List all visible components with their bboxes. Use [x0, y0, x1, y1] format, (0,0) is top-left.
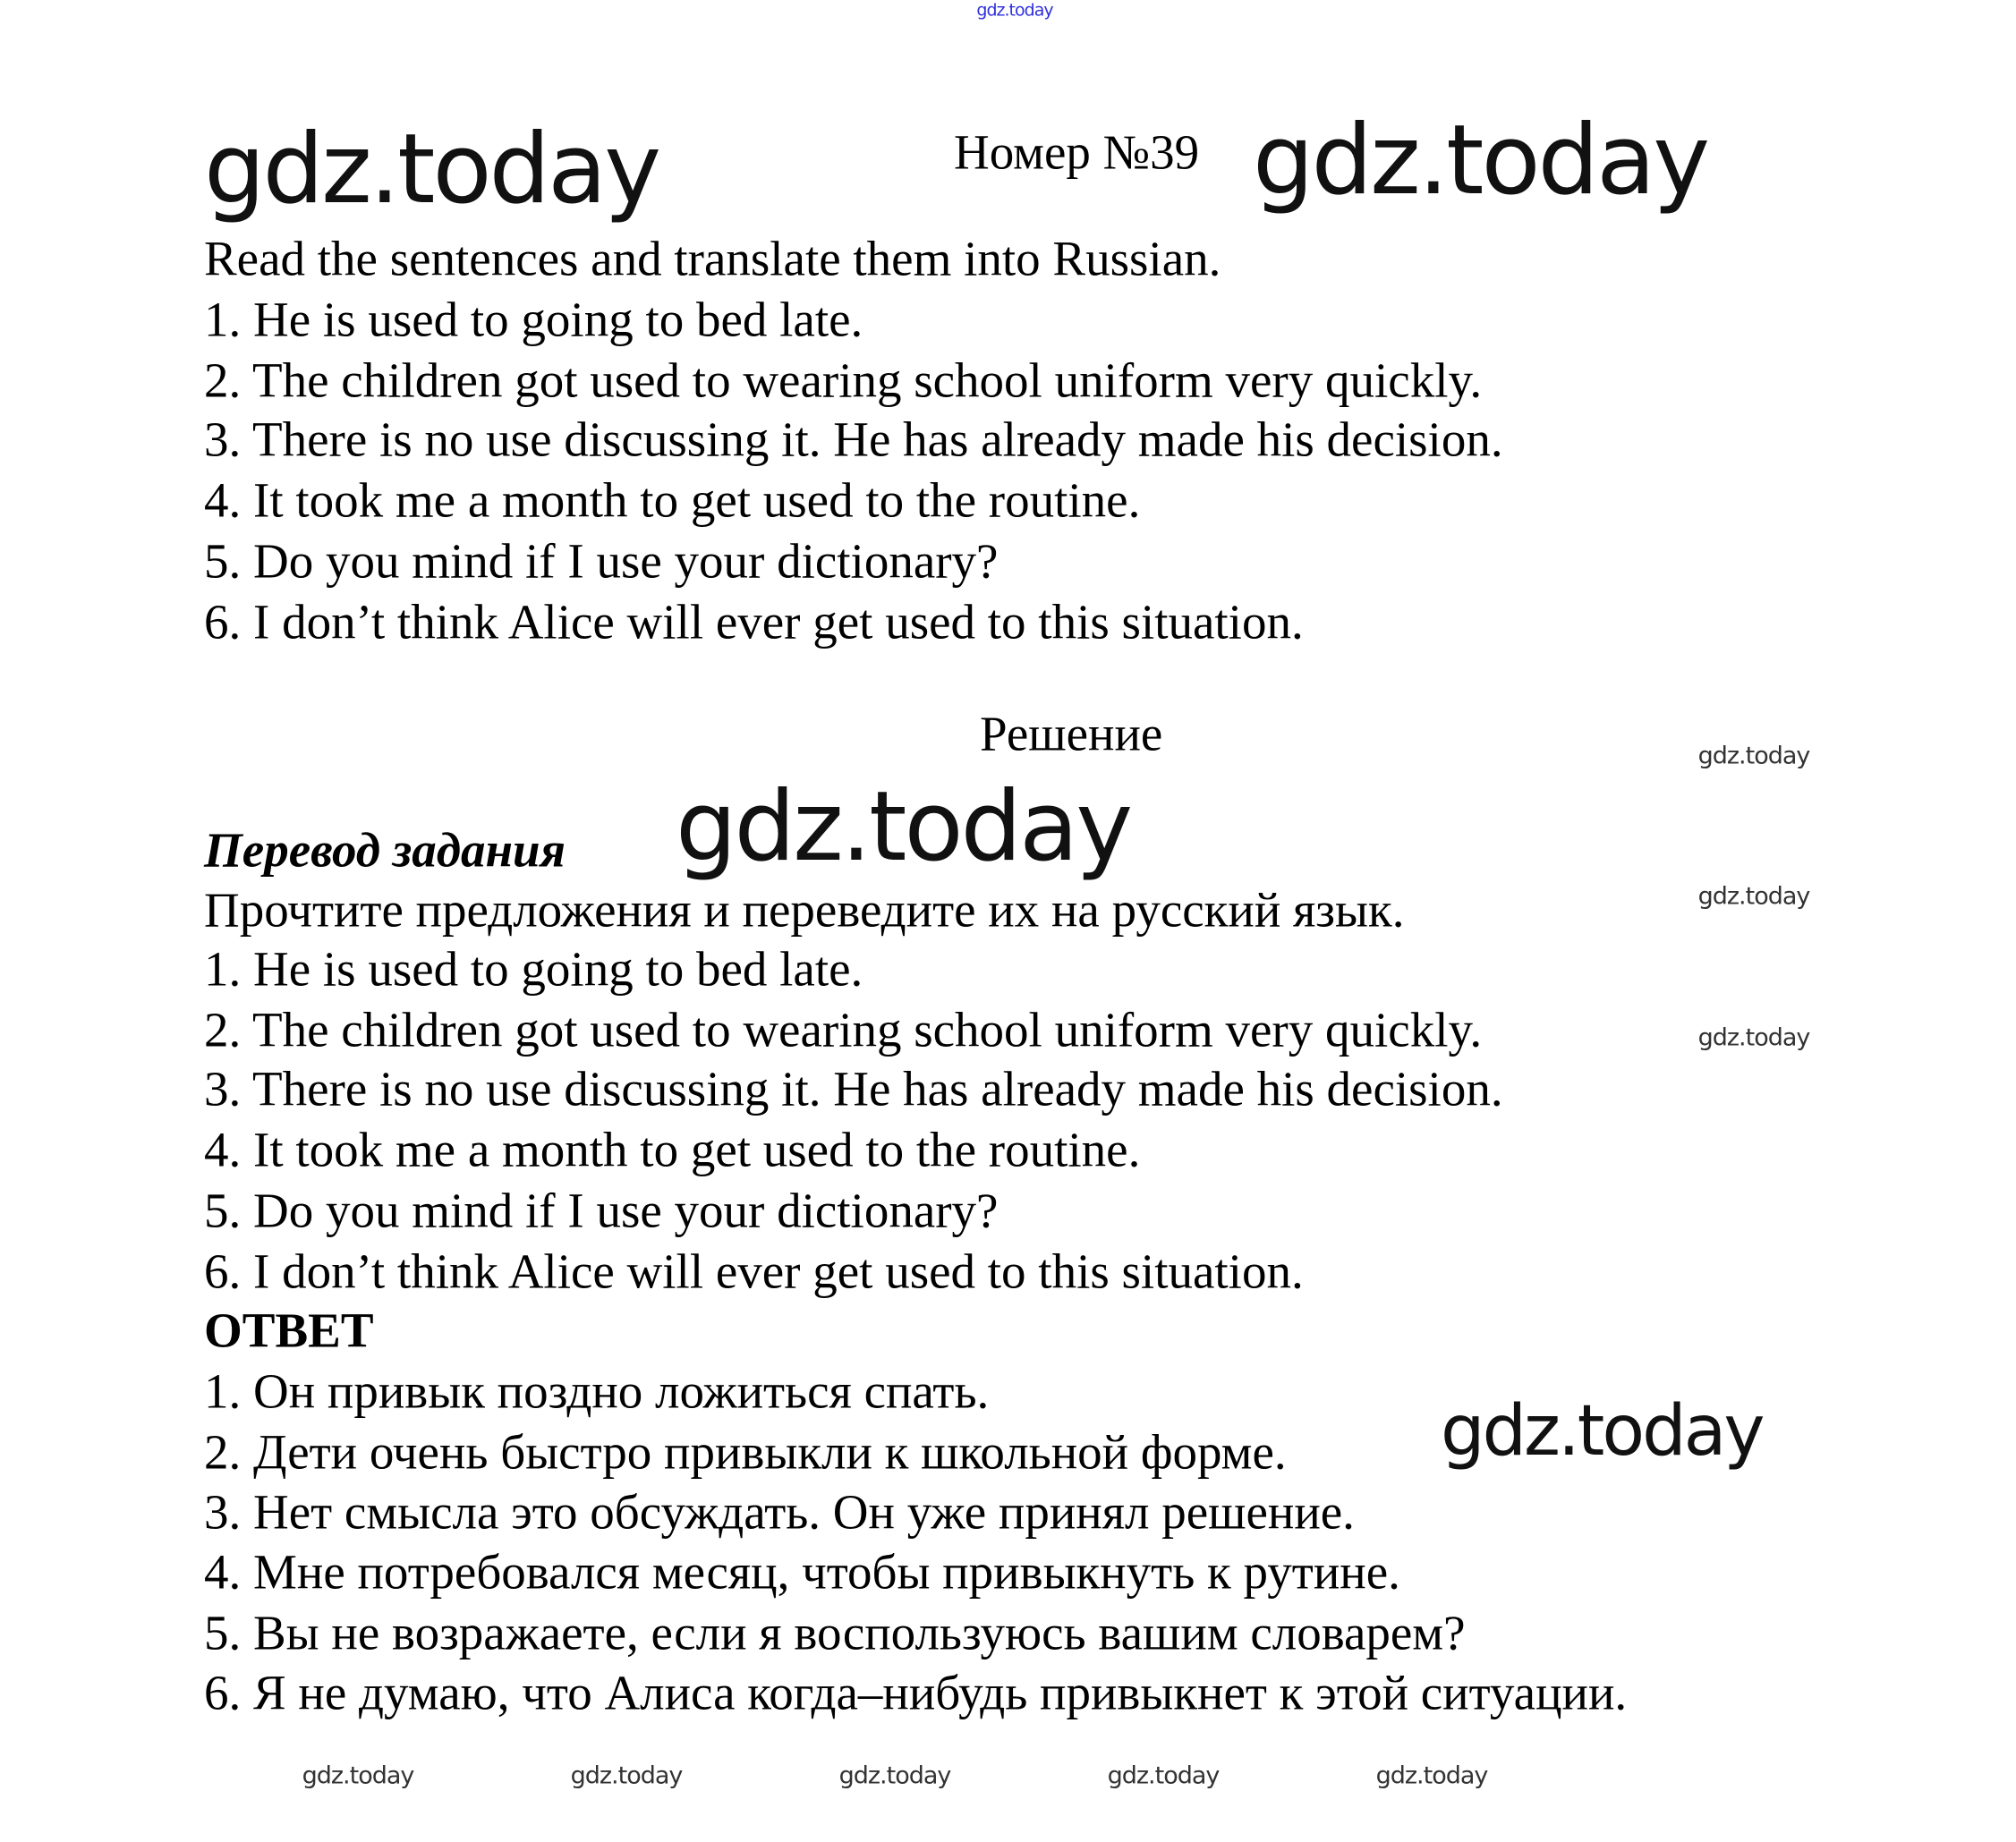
watermark: gdz.today — [302, 1761, 414, 1790]
task-sentence: 2. The children got used to wearing school uniform very quickly. — [204, 352, 1483, 408]
watermark: gdz.today — [1697, 882, 1810, 911]
watermark: gdz.today — [676, 771, 1131, 883]
task-sentence: 1. He is used to going to bed late. — [204, 292, 863, 347]
task-instruction: Read the sentences and translate them into Russian. — [204, 231, 1221, 286]
solution-sentence: 1. He is used to going to bed late. — [204, 941, 863, 997]
answer-sentence: 2. Дети очень быстро привыкли к школьной форме. — [204, 1424, 1287, 1480]
answer-sentence: 6. Я не думаю, что Алиса когда–нибудь привыкнет к этой ситуации. — [204, 1665, 1628, 1720]
task-sentence: 5. Do you mind if I use your dictionary? — [204, 533, 999, 589]
answer-sentence: 5. Вы не возражаете, если я воспользуюсь вашим словарем? — [204, 1605, 1466, 1660]
watermark: gdz.today — [1697, 742, 1810, 770]
exercise-title: Номер №39 — [954, 124, 1200, 180]
solution-heading: Решение — [980, 706, 1163, 761]
watermark: gdz.today — [1441, 1391, 1763, 1472]
watermark: gdz.today — [1253, 105, 1708, 216]
solution-sentence: 2. The children got used to wearing school uniform very quickly. — [204, 1002, 1483, 1057]
solution-sentence: 4. It took me a month to get used to the routine. — [204, 1122, 1141, 1177]
solution-sentence: 3. There is no use discussing it. He has already made his decision. — [204, 1061, 1503, 1116]
task-sentence: 3. There is no use discussing it. He has already made his decision. — [204, 412, 1503, 467]
answer-heading: ОТВЕТ — [204, 1303, 374, 1358]
task-sentence: 4. It took me a month to get used to the routine. — [204, 472, 1141, 528]
watermark: gdz.today — [1375, 1761, 1488, 1790]
answer-sentence: 3. Нет смысла это обсуждать. Он уже принял решение. — [204, 1484, 1355, 1540]
task-sentence: 6. I don’t think Alice will ever get used to this situation. — [204, 594, 1304, 649]
watermark: gdz.today — [838, 1761, 951, 1790]
watermark: gdz.today — [570, 1761, 683, 1790]
answer-sentence: 4. Мне потребовался месяц, чтобы привыкнуть к рутине. — [204, 1544, 1400, 1600]
watermark: gdz.today — [204, 114, 659, 225]
translation-instruction: Прочтите предложения и переведите их на русский язык. — [204, 882, 1405, 938]
translation-heading: Перевод задания — [204, 822, 566, 878]
solution-sentence: 5. Do you mind if I use your dictionary? — [204, 1183, 999, 1238]
watermark: gdz.today — [1107, 1761, 1220, 1790]
answer-sentence: 1. Он привык поздно ложиться спать. — [204, 1363, 990, 1419]
top-watermark-link[interactable]: gdz.today — [976, 0, 1053, 21]
solution-sentence: 6. I don’t think Alice will ever get used to this situation. — [204, 1244, 1304, 1299]
watermark: gdz.today — [1697, 1023, 1810, 1052]
